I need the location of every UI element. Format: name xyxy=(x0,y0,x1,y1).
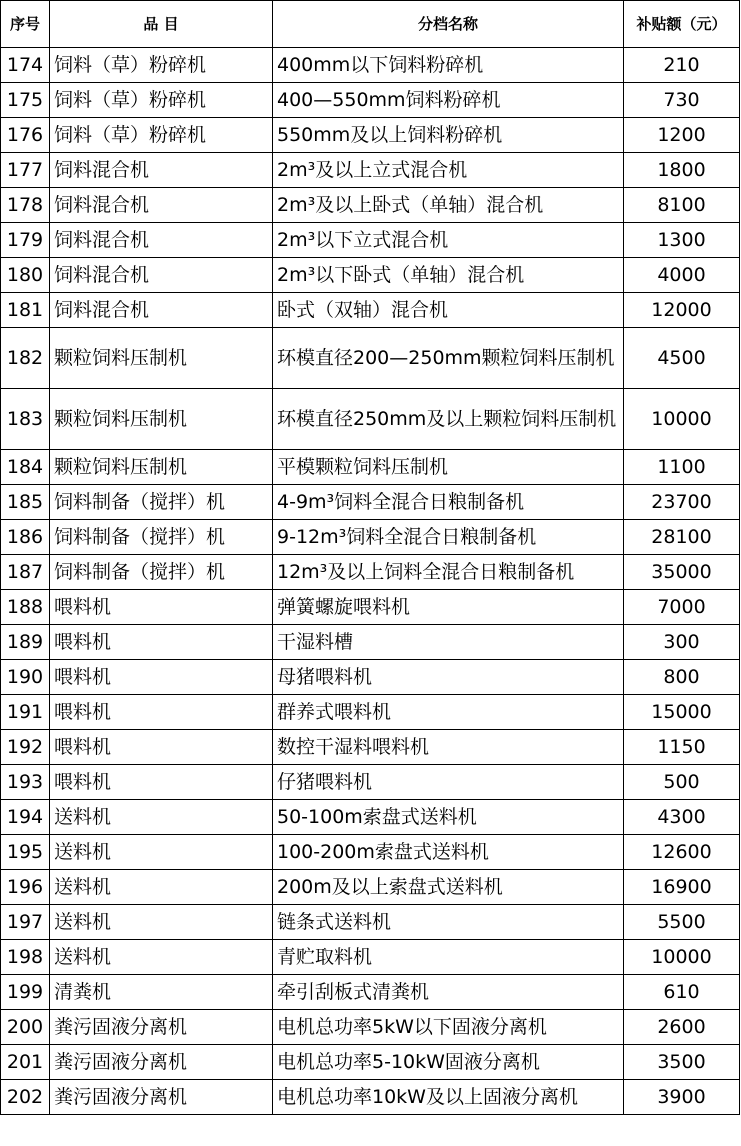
row-grade: 电机总功率10kW及以上固液分离机 xyxy=(273,1080,624,1115)
row-grade: 400mm以下饲料粉碎机 xyxy=(273,48,624,83)
row-item: 饲料混合机 xyxy=(50,188,273,223)
row-subsidy: 2600 xyxy=(624,1010,740,1045)
row-subsidy: 12600 xyxy=(624,835,740,870)
row-no: 201 xyxy=(1,1045,50,1080)
row-grade: 环模直径200—250mm颗粒饲料压制机 xyxy=(273,328,624,389)
row-item: 颗粒饲料压制机 xyxy=(50,328,273,389)
row-subsidy: 23700 xyxy=(624,485,740,520)
header-subsidy: 补贴额（元） xyxy=(624,1,740,48)
table-row xyxy=(1,258,740,293)
row-grade: 群养式喂料机 xyxy=(273,695,624,730)
table-row xyxy=(1,1010,740,1045)
row-grade: 青贮取料机 xyxy=(273,940,624,975)
row-grade: 母猪喂料机 xyxy=(273,660,624,695)
row-no: 196 xyxy=(1,870,50,905)
row-subsidy: 730 xyxy=(624,83,740,118)
row-item: 颗粒饲料压制机 xyxy=(50,389,273,450)
table-row xyxy=(1,905,740,940)
row-item: 粪污固液分离机 xyxy=(50,1080,273,1115)
header-grade: 分档名称 xyxy=(273,1,624,48)
row-item: 饲料混合机 xyxy=(50,258,273,293)
table-row xyxy=(1,870,740,905)
table-row xyxy=(1,328,740,389)
row-subsidy: 28100 xyxy=(624,520,740,555)
row-subsidy: 12000 xyxy=(624,293,740,328)
row-item: 清粪机 xyxy=(50,975,273,1010)
row-item: 送料机 xyxy=(50,800,273,835)
row-subsidy: 210 xyxy=(624,48,740,83)
row-subsidy: 3500 xyxy=(624,1045,740,1080)
row-item: 粪污固液分离机 xyxy=(50,1010,273,1045)
row-item: 喂料机 xyxy=(50,660,273,695)
row-item: 喂料机 xyxy=(50,765,273,800)
row-no: 197 xyxy=(1,905,50,940)
row-no: 175 xyxy=(1,83,50,118)
row-subsidy: 15000 xyxy=(624,695,740,730)
row-subsidy: 1150 xyxy=(624,730,740,765)
row-item: 喂料机 xyxy=(50,590,273,625)
row-no: 202 xyxy=(1,1080,50,1115)
table-row xyxy=(1,1080,740,1115)
row-subsidy: 3900 xyxy=(624,1080,740,1115)
row-subsidy: 1200 xyxy=(624,118,740,153)
row-no: 179 xyxy=(1,223,50,258)
row-item: 饲料制备（搅拌）机 xyxy=(50,485,273,520)
row-no: 185 xyxy=(1,485,50,520)
table-row xyxy=(1,1045,740,1080)
row-grade: 2m³及以上卧式（单轴）混合机 xyxy=(273,188,624,223)
row-no: 182 xyxy=(1,328,50,389)
row-subsidy: 1300 xyxy=(624,223,740,258)
table-row xyxy=(1,48,740,83)
table-row xyxy=(1,223,740,258)
table-row xyxy=(1,590,740,625)
row-grade: 平模颗粒饲料压制机 xyxy=(273,450,624,485)
row-subsidy: 1800 xyxy=(624,153,740,188)
row-grade: 12m³及以上饲料全混合日粮制备机 xyxy=(273,555,624,590)
row-subsidy: 4000 xyxy=(624,258,740,293)
row-item: 送料机 xyxy=(50,940,273,975)
table-row xyxy=(1,450,740,485)
row-no: 188 xyxy=(1,590,50,625)
row-grade: 50-100m索盘式送料机 xyxy=(273,800,624,835)
row-no: 183 xyxy=(1,389,50,450)
row-grade: 9-12m³饲料全混合日粮制备机 xyxy=(273,520,624,555)
row-grade: 400—550mm饲料粉碎机 xyxy=(273,83,624,118)
row-item: 送料机 xyxy=(50,870,273,905)
row-subsidy: 4500 xyxy=(624,328,740,389)
row-subsidy: 5500 xyxy=(624,905,740,940)
row-no: 190 xyxy=(1,660,50,695)
row-item: 送料机 xyxy=(50,835,273,870)
row-subsidy: 800 xyxy=(624,660,740,695)
row-no: 191 xyxy=(1,695,50,730)
table-row xyxy=(1,520,740,555)
row-subsidy: 35000 xyxy=(624,555,740,590)
row-item: 饲料制备（搅拌）机 xyxy=(50,555,273,590)
table-row xyxy=(1,153,740,188)
row-grade: 2m³及以上立式混合机 xyxy=(273,153,624,188)
table-row xyxy=(1,765,740,800)
row-grade: 卧式（双轴）混合机 xyxy=(273,293,624,328)
row-grade: 数控干湿料喂料机 xyxy=(273,730,624,765)
row-grade: 2m³以下卧式（单轴）混合机 xyxy=(273,258,624,293)
table-header-row xyxy=(1,1,740,48)
row-subsidy: 10000 xyxy=(624,389,740,450)
table-row xyxy=(1,118,740,153)
row-grade: 100-200m索盘式送料机 xyxy=(273,835,624,870)
row-no: 178 xyxy=(1,188,50,223)
table-row xyxy=(1,188,740,223)
row-item: 饲料混合机 xyxy=(50,223,273,258)
table-row xyxy=(1,695,740,730)
table-row xyxy=(1,485,740,520)
row-item: 饲料混合机 xyxy=(50,153,273,188)
row-item: 喂料机 xyxy=(50,625,273,660)
row-grade: 4-9m³饲料全混合日粮制备机 xyxy=(273,485,624,520)
row-item: 饲料（草）粉碎机 xyxy=(50,83,273,118)
row-subsidy: 10000 xyxy=(624,940,740,975)
row-item: 喂料机 xyxy=(50,730,273,765)
row-grade: 2m³以下立式混合机 xyxy=(273,223,624,258)
row-no: 180 xyxy=(1,258,50,293)
table-row xyxy=(1,975,740,1010)
row-grade: 电机总功率5-10kW固液分离机 xyxy=(273,1045,624,1080)
row-item: 粪污固液分离机 xyxy=(50,1045,273,1080)
table-row xyxy=(1,555,740,590)
row-subsidy: 300 xyxy=(624,625,740,660)
header-no: 序号 xyxy=(1,1,50,48)
header-item: 品 目 xyxy=(50,1,273,48)
row-subsidy: 1100 xyxy=(624,450,740,485)
row-no: 195 xyxy=(1,835,50,870)
row-no: 200 xyxy=(1,1010,50,1045)
table-row xyxy=(1,660,740,695)
table-row xyxy=(1,835,740,870)
row-subsidy: 4300 xyxy=(624,800,740,835)
row-item: 饲料制备（搅拌）机 xyxy=(50,520,273,555)
row-subsidy: 500 xyxy=(624,765,740,800)
row-subsidy: 7000 xyxy=(624,590,740,625)
row-no: 194 xyxy=(1,800,50,835)
row-subsidy: 16900 xyxy=(624,870,740,905)
row-item: 颗粒饲料压制机 xyxy=(50,450,273,485)
row-no: 176 xyxy=(1,118,50,153)
table-row xyxy=(1,83,740,118)
row-item: 喂料机 xyxy=(50,695,273,730)
row-grade: 弹簧螺旋喂料机 xyxy=(273,590,624,625)
row-item: 饲料（草）粉碎机 xyxy=(50,118,273,153)
row-grade: 200m及以上索盘式送料机 xyxy=(273,870,624,905)
row-item: 饲料混合机 xyxy=(50,293,273,328)
row-grade: 链条式送料机 xyxy=(273,905,624,940)
row-no: 186 xyxy=(1,520,50,555)
table-row xyxy=(1,625,740,660)
row-grade: 牵引刮板式清粪机 xyxy=(273,975,624,1010)
row-grade: 干湿料槽 xyxy=(273,625,624,660)
table-row xyxy=(1,389,740,450)
row-subsidy: 8100 xyxy=(624,188,740,223)
row-grade: 550mm及以上饲料粉碎机 xyxy=(273,118,624,153)
row-subsidy: 610 xyxy=(624,975,740,1010)
row-no: 174 xyxy=(1,48,50,83)
row-no: 198 xyxy=(1,940,50,975)
row-no: 187 xyxy=(1,555,50,590)
row-grade: 电机总功率5kW以下固液分离机 xyxy=(273,1010,624,1045)
row-no: 184 xyxy=(1,450,50,485)
row-grade: 环模直径250mm及以上颗粒饲料压制机 xyxy=(273,389,624,450)
row-item: 送料机 xyxy=(50,905,273,940)
row-grade: 仔猪喂料机 xyxy=(273,765,624,800)
row-no: 189 xyxy=(1,625,50,660)
table-row xyxy=(1,293,740,328)
row-no: 181 xyxy=(1,293,50,328)
row-no: 192 xyxy=(1,730,50,765)
row-item: 饲料（草）粉碎机 xyxy=(50,48,273,83)
row-no: 193 xyxy=(1,765,50,800)
row-no: 199 xyxy=(1,975,50,1010)
table-row xyxy=(1,940,740,975)
table-row xyxy=(1,730,740,765)
row-no: 177 xyxy=(1,153,50,188)
table-row xyxy=(1,800,740,835)
